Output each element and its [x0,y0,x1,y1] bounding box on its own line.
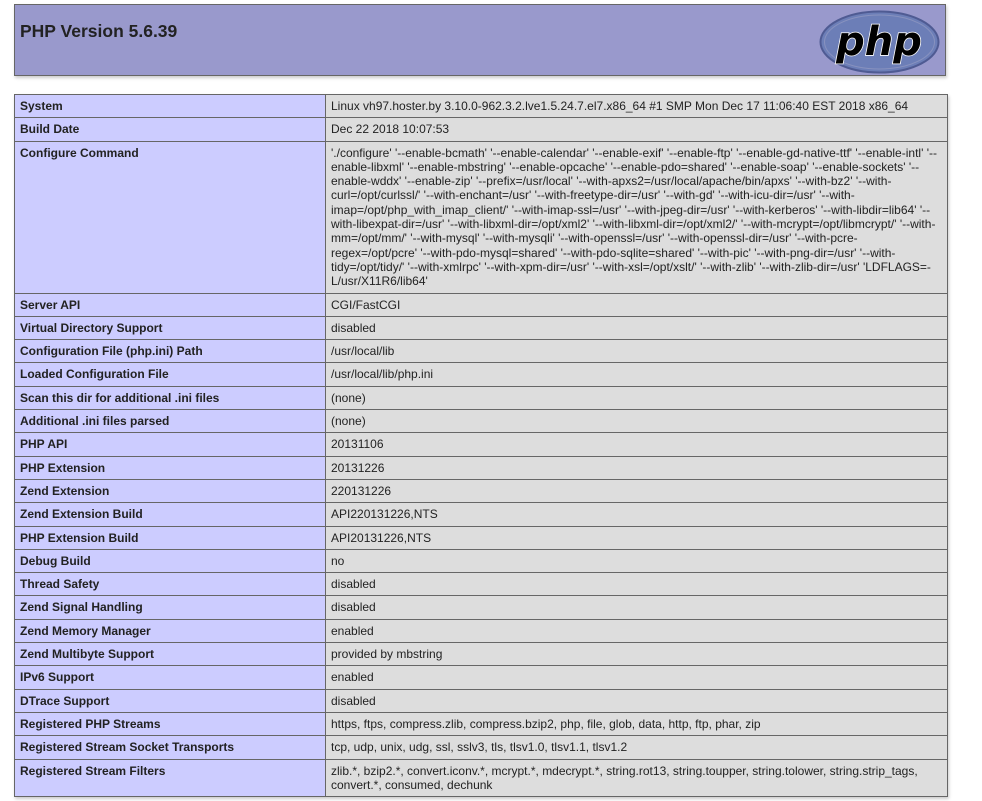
info-value: enabled [326,666,948,689]
info-row [15,526,948,549]
info-key: Registered PHP Streams [15,712,326,735]
info-value: './configure' '--enable-bcmath' '--enable-calendar' '--enable-exif' '--enable-ftp' '--enable-gd-native-ttf' '--enable-intl' '--enable-libxml' '--enable-mbstring' '--enable-opcache' '--enable-pdo=shared' '--enable-soap' '--enable-sockets' '--enable-wddx' '--enable-zip' '--prefix=/usr/local' '--with-apxs2=/usr/local/apache/bin/apxs' '--with-bz2' '--with-curl=/opt/curlssl/' '--with-enchant=/usr' '--with-freetype-dir=/usr' '--with-gd' '--with-icu-dir=/usr' '--with-imap=/opt/php_with_imap_client/' '--with-imap-ssl=/usr' '--with-jpeg-dir=/usr' '--with-kerberos' '--with-libdir=lib64' '--with-libexpat-dir=/usr' '--with-libxml-dir=/opt/xml2' '--with-libxml-dir=/opt/xml2/' '--with-mcrypt=/opt/libmcrypt/' '--with-mm=/opt/mm/' '--with-mysql' '--with-mysqli' '--with-openssl=/usr' '--with-openssl-dir=/usr' '--with-pcre-regex=/opt/pcre' '--with-pdo-mysql=shared' '--with-pdo-sqlite=shared' '--with-pic' '--with-png-dir=/usr' '--with-tidy=/opt/tidy/' '--with-xmlrpc' '--with-xpm-dir=/usr' '--with-xsl=/opt/xslt/' '--with-zlib' '--with-zlib-dir=/usr' 'LDFLAGS=-L/usr/X11R6/lib64' [326,141,948,293]
info-row [15,503,948,526]
info-row [15,759,948,797]
info-row [15,433,948,456]
info-key: Zend Memory Manager [15,619,326,642]
info-key: PHP API [15,433,326,456]
info-value: enabled [326,619,948,642]
system-info-table [14,94,948,797]
info-row [15,549,948,572]
info-value: API220131226,NTS [326,503,948,526]
info-key: Server API [15,293,326,316]
info-value: Linux vh97.hoster.by 3.10.0-962.3.2.lve1.5.24.7.el7.x86_64 #1 SMP Mon Dec 17 11:06:40 EST 2018 x86_64 [326,95,948,118]
info-row [15,643,948,666]
system-info-body [15,95,948,797]
info-value: (none) [326,386,948,409]
info-value: tcp, udp, unix, udg, ssl, sslv3, tls, tlsv1.0, tlsv1.1, tlsv1.2 [326,736,948,759]
info-value: no [326,549,948,572]
info-key: Registered Stream Filters [15,759,326,797]
info-row [15,386,948,409]
info-value: CGI/FastCGI [326,293,948,316]
info-row [15,363,948,386]
info-key: System [15,95,326,118]
info-row [15,293,948,316]
info-row [15,340,948,363]
info-row [15,316,948,339]
info-key: Build Date [15,118,326,141]
info-value: /usr/local/lib/php.ini [326,363,948,386]
info-key: Zend Multibyte Support [15,643,326,666]
info-row [15,141,948,293]
info-value: /usr/local/lib [326,340,948,363]
info-value: Dec 22 2018 10:07:53 [326,118,948,141]
info-key: Additional .ini files parsed [15,410,326,433]
info-key: PHP Extension Build [15,526,326,549]
info-row [15,456,948,479]
info-row [15,689,948,712]
info-row [15,410,948,433]
info-key: IPv6 Support [15,666,326,689]
info-value: disabled [326,573,948,596]
info-row [15,596,948,619]
info-key: DTrace Support [15,689,326,712]
info-value: provided by mbstring [326,643,948,666]
info-value: API20131226,NTS [326,526,948,549]
page-header [14,4,946,76]
info-key: Configure Command [15,141,326,293]
info-value: disabled [326,316,948,339]
info-key: Configuration File (php.ini) Path [15,340,326,363]
info-key: Scan this dir for additional .ini files [15,386,326,409]
info-row [15,95,948,118]
info-value: 20131226 [326,456,948,479]
info-key: Zend Signal Handling [15,596,326,619]
info-row [15,573,948,596]
info-key: PHP Extension [15,456,326,479]
php-logo-icon [819,10,940,74]
info-value: https, ftps, compress.zlib, compress.bzip2, php, file, glob, data, http, ftp, phar, zip [326,712,948,735]
info-value: zlib.*, bzip2.*, convert.iconv.*, mcrypt.*, mdecrypt.*, string.rot13, string.toupper, string.tolower, string.strip_tags, convert.*, consumed, dechunk [326,759,948,797]
info-row [15,118,948,141]
info-value: 20131106 [326,433,948,456]
info-key: Debug Build [15,549,326,572]
info-row [15,736,948,759]
info-key: Virtual Directory Support [15,316,326,339]
info-value: 220131226 [326,479,948,502]
page-title: PHP Version 5.6.39 [20,21,178,41]
info-key: Thread Safety [15,573,326,596]
info-key: Zend Extension [15,479,326,502]
php-logo-text: php [836,19,922,65]
info-key: Registered Stream Socket Transports [15,736,326,759]
info-value: disabled [326,596,948,619]
info-key: Zend Extension Build [15,503,326,526]
info-key: Loaded Configuration File [15,363,326,386]
info-row [15,479,948,502]
info-row [15,712,948,735]
info-row [15,619,948,642]
info-value: disabled [326,689,948,712]
info-value: (none) [326,410,948,433]
info-row [15,666,948,689]
